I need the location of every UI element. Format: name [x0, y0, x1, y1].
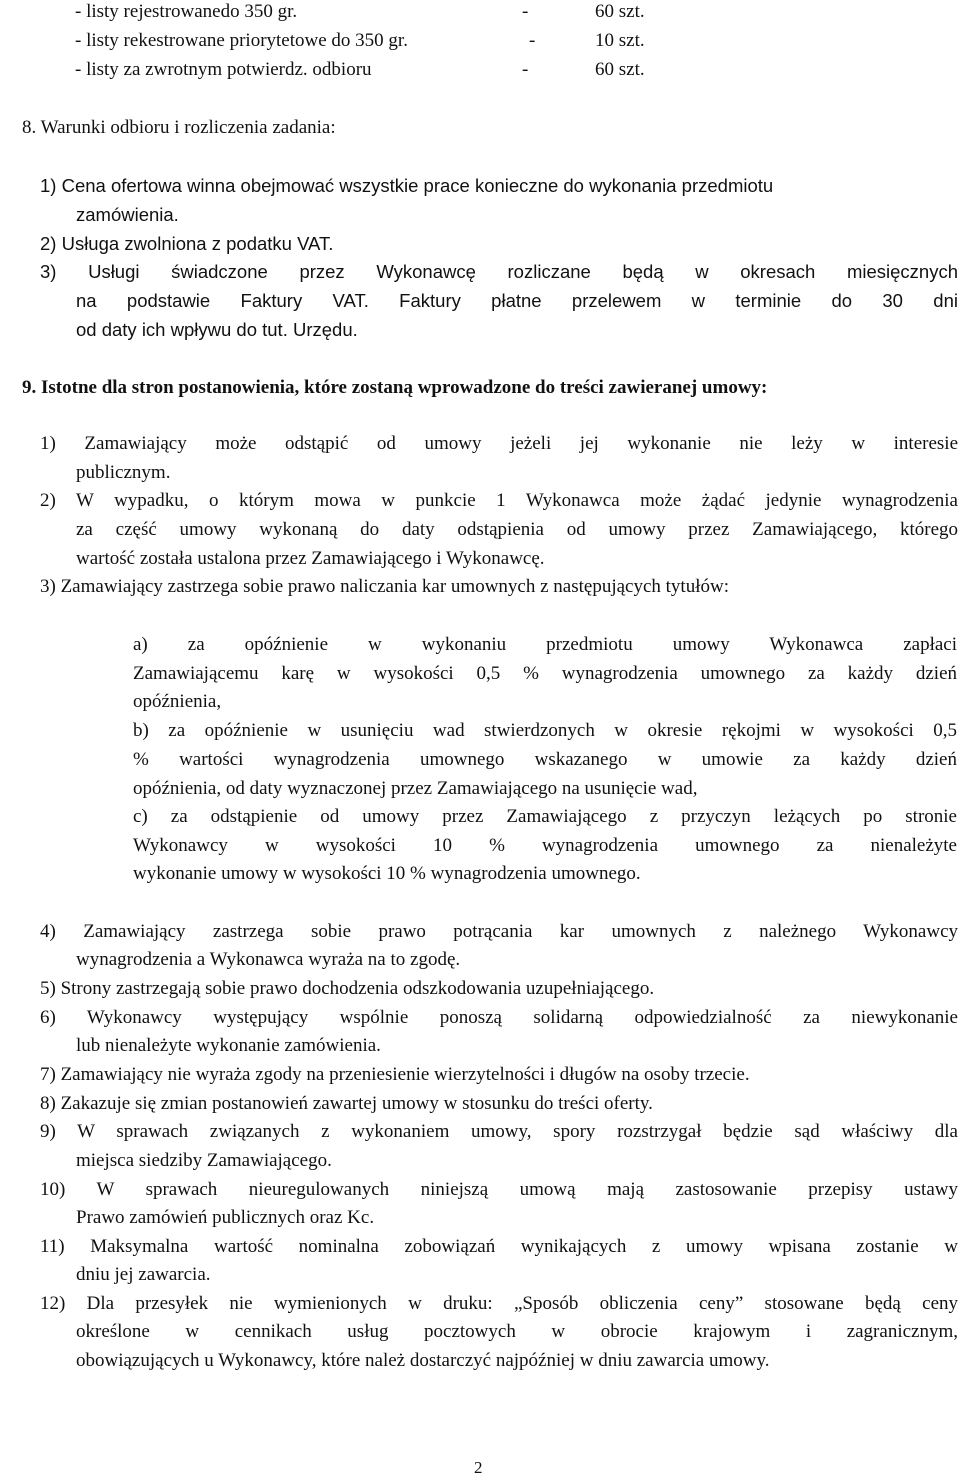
section-9-item-2-cont [76, 518, 958, 542]
penalty-b-line: b) za opóźnienie w usunięciu wad stwierdzonych w okresie rękojmi w wysokości 0,5 [133, 720, 957, 741]
section-9-item-12 [40, 1292, 958, 1316]
section-9-item-11-line: 11) Maksymalna wartość nominalna zobowiązań wynikających z umowy wpisana zostanie w [40, 1236, 958, 1257]
section-8-item-1-cont: zamówienia. [76, 204, 179, 225]
section-9-item-5: 5) Strony zastrzegają sobie prawo dochodzenia odszkodowania uzupełniającego. [40, 978, 655, 999]
section-9-item-11-cont: dniu jej zawarcia. [76, 1264, 211, 1285]
section-8-item-2: 2) Usługa zwolniona z podatku VAT. [40, 233, 334, 254]
section-8-item-3-line: 3) Usługi świadczone przez Wykonawcę rozliczane będą w okresach miesięcznych [40, 261, 958, 282]
penalty-b-cont [133, 748, 957, 772]
section-8-item-3 [40, 260, 958, 284]
section-9-heading: 9. Istotne dla stron postanowienia, które zostaną wprowadzone do treści zawieranej umowy: [22, 377, 768, 398]
section-9-item-12-line: 12) Dla przesyłek nie wymienionych w druku: „Sposób obliczenia ceny” stosowane będą ceny [40, 1293, 958, 1314]
section-8-heading: 8. Warunki odbioru i rozliczenia zadania: [22, 117, 336, 138]
section-9-item-1-line: 1) Zamawiający może odstąpić od umowy jeżeli jej wykonanie nie leży w interesie [40, 433, 958, 454]
section-9-item-2-line: za część umowy wykonaną do daty odstąpienia od umowy przez Zamawiającego, którego [76, 519, 958, 540]
list-item-label: - listy rejestrowanedo 350 gr. [75, 1, 298, 22]
penalty-a-cont [133, 662, 957, 686]
penalty-c-cont: wykonanie umowy w wysokości 10 % wynagrodzenia umownego. [133, 863, 641, 884]
list-item-label: - listy za zwrotnym potwierdz. odbioru [75, 59, 372, 80]
section-9-item-6-cont: lub nienależyte wykonanie zamówienia. [76, 1035, 381, 1056]
section-9-item-8: 8) Zakazuje się zmian postanowień zawartej umowy w stosunku do treści oferty. [40, 1093, 653, 1114]
list-item-label: - listy rekestrowane priorytetowe do 350 gr. [75, 30, 408, 51]
section-8-item-1: 1) Cena ofertowa winna obejmować wszystkie prace konieczne do wykonania przedmiotu [40, 175, 774, 196]
section-9-item-1 [40, 432, 958, 456]
section-8-item-3-line: na podstawie Faktury VAT. Faktury płatne przelewem w terminie do 30 dni [76, 290, 958, 311]
section-9-item-10-cont: Prawo zamówień publicznych oraz Kc. [76, 1207, 375, 1228]
section-9-item-3: 3) Zamawiający zastrzega sobie prawo naliczania kar umownych z następujących tytułów: [40, 576, 729, 597]
section-9-item-9 [40, 1120, 958, 1144]
list-item-dash: - [529, 30, 536, 51]
section-9-item-4-cont: wynagrodzenia a Wykonawca wyraża na to zgodę. [76, 949, 461, 970]
list-item-dash: - [522, 1, 529, 22]
penalty-b-line: % wartości wynagrodzenia umownego wskazanego w umowie za każdy dzień [133, 749, 957, 770]
section-9-item-10 [40, 1178, 958, 1202]
list-item-dash: - [522, 59, 529, 80]
penalty-a [133, 633, 957, 657]
section-9-item-2-cont: wartość została ustalona przez Zamawiającego i Wykonawcę. [76, 548, 545, 569]
section-9-item-4-line: 4) Zamawiający zastrzega sobie prawo potrącania kar umownych z należnego Wykonawcy [40, 921, 958, 942]
penalty-c-line: Wykonawcy w wysokości 10 % wynagrodzenia umownego za nienależyte [133, 835, 957, 856]
page-number: 2 [474, 1458, 483, 1477]
penalty-c [133, 805, 957, 829]
penalty-a-line: a) za opóźnienie w wykonaniu przedmiotu umowy Wykonawca zapłaci [133, 634, 957, 655]
penalty-b-cont: opóźnienia, od daty wyznaczonej przez Zamawiającego na usunięcie wad, [133, 778, 698, 799]
penalty-c-cont [133, 834, 957, 858]
section-9-item-11 [40, 1235, 958, 1259]
list-item-qty: 60 szt. [595, 1, 645, 22]
penalty-c-line: c) za odstąpienie od umowy przez Zamawiającego z przyczyn leżących po stronie [133, 806, 957, 827]
section-9-item-6-line: 6) Wykonawcy występujący wspólnie ponoszą solidarną odpowiedzialność za niewykonanie [40, 1007, 958, 1028]
section-9-item-12-cont: obowiązujących u Wykonawcy, które należ dostarczyć najpóźniej w dniu zawarcia umowy. [76, 1350, 770, 1371]
section-9-item-4 [40, 920, 958, 944]
section-9-item-10-line: 10) W sprawach nieuregulowanych niniejszą umową mają zastosowanie przepisy ustawy [40, 1179, 958, 1200]
penalty-a-cont: opóźnienia, [133, 691, 222, 712]
section-9-item-1-cont: publicznym. [76, 462, 171, 483]
section-9-item-6 [40, 1006, 958, 1030]
section-9-item-7: 7) Zamawiający nie wyraża zgody na przeniesienie wierzytelności i długów na osoby trzecie. [40, 1064, 750, 1085]
section-9-item-9-cont: miejsca siedziby Zamawiającego. [76, 1150, 332, 1171]
penalty-b [133, 719, 957, 743]
section-9-item-12-cont [76, 1320, 958, 1344]
penalty-a-line: Zamawiającemu karę w wysokości 0,5 % wynagrodzenia umownego za każdy dzień [133, 663, 957, 684]
section-9-item-2-line: 2) W wypadku, o którym mowa w punkcie 1 Wykonawca może żądać jedynie wynagrodzenia [40, 490, 958, 511]
section-8-item-3-cont: od daty ich wpływu do tut. Urzędu. [76, 319, 358, 340]
section-9-item-12-line: określone w cennikach usług pocztowych w obrocie krajowym i zagranicznym, [76, 1321, 958, 1342]
list-item-qty: 10 szt. [595, 30, 645, 51]
section-8-item-3-cont [76, 289, 958, 313]
section-9-item-2 [40, 489, 958, 513]
list-item-qty: 60 szt. [595, 59, 645, 80]
section-9-item-9-line: 9) W sprawach związanych z wykonaniem umowy, spory rozstrzygał będzie sąd właściwy dla [40, 1121, 958, 1142]
